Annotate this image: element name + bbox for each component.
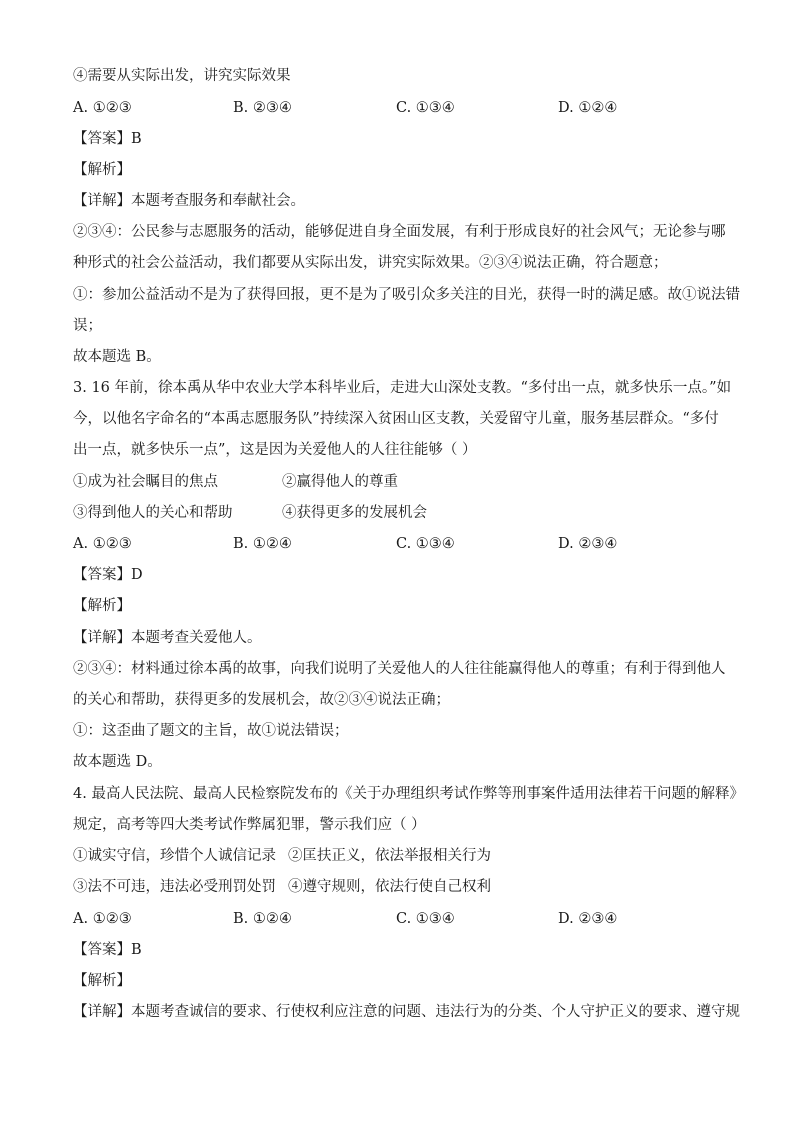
q3-statement-3: ③得到他人的关心和帮助 [73,505,233,521]
q4-option-a: A. ①②③ [73,911,132,927]
q2-analysis-heading: 【解析】 [73,162,131,178]
q3-stem-line: 3. 16 年前，徐本禹从华中农业大学本科毕业后，走进大山深处支教。“多付出一点，就多快乐一点。”如 [73,380,732,396]
q2-statement-4: ④需要从实际出发，讲究实际效果 [73,68,291,84]
q3-explanation-line: 的关心和帮助，获得更多的发展机会，故②③④说法正确； [73,692,450,708]
q2-option-a: A. ①②③ [73,100,132,116]
q3-option-d: D. ②③④ [558,536,618,552]
q3-detail: 【详解】本题考查关爱他人。 [73,630,262,646]
q2-option-b: B. ②③④ [233,100,292,116]
q4-detail: 【详解】本题考查诚信的要求、行使权利应注意的问题、违法行为的分类、个人守护正义的要求、遵守规 [73,1004,740,1020]
q4-option-d: D. ②③④ [558,911,618,927]
q3-stem-line: 今，以他名字命名的“本禹志愿服务队”持续深入贫困山区支教，关爱留守儿童，服务基层群众。“多付 [73,411,719,427]
q3-explanation-line: ②③④：材料通过徐本禹的故事，向我们说明了关爱他人的人往往能赢得他人的尊重；有利于得到他人 [73,661,726,677]
q3-stem-line: 出一点，就多快乐一点”，这是因为关爱他人的人往往能够（ ） [73,442,477,458]
q4-stem-line: 规定，高考等四大类考试作弊属犯罪，警示我们应（ ） [73,817,426,833]
q2-explanation-line: ②③④：公民参与志愿服务的活动，能够促进自身全面发展，有利于形成良好的社会风气；无论参与哪 [73,224,726,240]
q2-explanation-line: 种形式的社会公益活动，我们都要从实际出发，讲究实际效果。②③④说法正确，符合题意； [73,255,668,271]
q4-analysis-heading: 【解析】 [73,973,131,989]
q2-conclusion: 故本题选 B。 [73,349,161,365]
q2-explanation-line: ①：参加公益活动不是为了获得回报，更不是为了吸引众多关注的目光，获得一时的满足感。故①说法错 [73,287,740,303]
q4-stem-line: 4. 最高人民法院、最高人民检察院发布的《关于办理组织考试作弊等刑事案件适用法律若干问题的解释》 [73,786,744,802]
q3-explanation-line: ①：这歪曲了题文的主旨，故①说法错误； [73,723,349,739]
q2-option-d: D. ①②④ [558,100,618,116]
q4-statement-4: ④遵守规则，依法行使自己权利 [288,879,491,895]
q4-option-c: C. ①③④ [396,911,455,927]
q3-option-b: B. ①②④ [233,536,292,552]
q2-option-c: C. ①③④ [396,100,455,116]
q4-statement-1: ①诚实守信，珍惜个人诚信记录 [73,848,276,864]
q3-option-a: A. ①②③ [73,536,132,552]
q3-conclusion: 故本题选 D。 [73,754,162,770]
q2-detail: 【详解】本题考查服务和奉献社会。 [73,193,305,209]
q3-option-c: C. ①③④ [396,536,455,552]
q2-answer: 【答案】B [73,131,142,147]
q4-option-b: B. ①②④ [233,911,292,927]
q3-answer: 【答案】D [73,567,143,583]
q4-answer: 【答案】B [73,942,142,958]
q3-statement-1: ①成为社会瞩目的焦点 [73,474,218,490]
q3-analysis-heading: 【解析】 [73,598,131,614]
q3-statement-2: ②赢得他人的尊重 [282,474,398,490]
q2-explanation-line: 误； [73,318,102,334]
q4-statement-2: ②匡扶正义，依法举报相关行为 [288,848,491,864]
q3-statement-4: ④获得更多的发展机会 [282,505,427,521]
q4-statement-3: ③法不可违，违法必受刑罚处罚 [73,879,276,895]
